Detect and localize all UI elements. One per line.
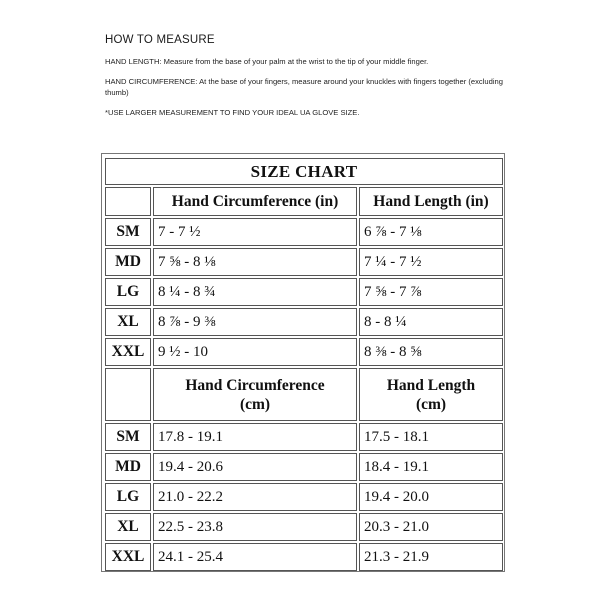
length-value: 6 ⅞ - 7 ⅛ xyxy=(359,218,503,246)
circumference-value: 19.4 - 20.6 xyxy=(153,453,357,481)
circumference-value: 17.8 - 19.1 xyxy=(153,423,357,451)
length-value: 8 ⅜ - 8 ⅝ xyxy=(359,338,503,366)
circumference-value: 9 ½ - 10 xyxy=(153,338,357,366)
header-blank-cell xyxy=(105,368,151,421)
header-circumference-cm-line2: (cm) xyxy=(239,395,271,413)
size-note: *USE LARGER MEASUREMENT TO FIND YOUR IDEAL UA GLOVE SIZE. xyxy=(105,108,360,117)
measure-heading: HOW TO MEASURE xyxy=(105,34,215,46)
table-row xyxy=(105,513,503,541)
length-value: 20.3 - 21.0 xyxy=(359,513,503,541)
size-label: XL xyxy=(105,513,151,541)
header-circumference-cm xyxy=(153,368,357,421)
length-value: 7 ¼ - 7 ½ xyxy=(359,248,503,276)
header-circumference-cm-line1: Hand Circumference xyxy=(185,376,325,394)
size-label: XXL xyxy=(105,338,151,366)
length-value: 7 ⅝ - 7 ⅞ xyxy=(359,278,503,306)
measure-instructions xyxy=(105,34,505,127)
header-length-cm-line2: (cm) xyxy=(415,395,447,413)
circumference-value: 7 ⅝ - 8 ⅛ xyxy=(153,248,357,276)
length-value: 17.5 - 18.1 xyxy=(359,423,503,451)
length-value: 8 - 8 ¼ xyxy=(359,308,503,336)
size-label: XL xyxy=(105,308,151,336)
table-row xyxy=(105,338,503,366)
hand-circumference-instruction: HAND CIRCUMFERENCE: At the base of your fingers, measure around your knuckles with fingers together (excluding thumb) xyxy=(105,77,503,97)
size-label: MD xyxy=(105,453,151,481)
size-chart-inches-table xyxy=(103,156,505,368)
size-label: LG xyxy=(105,483,151,511)
length-value: 21.3 - 21.9 xyxy=(359,543,503,571)
circumference-value: 24.1 - 25.4 xyxy=(153,543,357,571)
hand-length-instruction: HAND LENGTH: Measure from the base of your palm at the wrist to the tip of your middle finger. xyxy=(105,57,429,66)
circumference-value: 8 ¼ - 8 ¾ xyxy=(153,278,357,306)
length-value: 18.4 - 19.1 xyxy=(359,453,503,481)
table-row xyxy=(105,453,503,481)
header-blank-cell xyxy=(105,187,151,216)
size-label: LG xyxy=(105,278,151,306)
size-label: SM xyxy=(105,423,151,451)
size-label: MD xyxy=(105,248,151,276)
header-circumference-in: Hand Circumference (in) xyxy=(153,187,357,216)
circumference-value: 22.5 - 23.8 xyxy=(153,513,357,541)
circumference-value: 8 ⅞ - 9 ⅜ xyxy=(153,308,357,336)
table-row xyxy=(105,308,503,336)
header-length-cm-line1: Hand Length xyxy=(386,376,476,394)
circumference-value: 7 - 7 ½ xyxy=(153,218,357,246)
length-value: 19.4 - 20.0 xyxy=(359,483,503,511)
table-row xyxy=(105,543,503,571)
table-row xyxy=(105,483,503,511)
size-label: XXL xyxy=(105,543,151,571)
header-length-cm xyxy=(359,368,503,421)
table-row xyxy=(105,423,503,451)
table-row xyxy=(105,248,503,276)
table-row xyxy=(105,218,503,246)
header-length-in: Hand Length (in) xyxy=(359,187,503,216)
size-chart-cm-table xyxy=(103,366,505,573)
size-label: SM xyxy=(105,218,151,246)
table-row xyxy=(105,278,503,306)
circumference-value: 21.0 - 22.2 xyxy=(153,483,357,511)
size-chart-title: SIZE CHART xyxy=(105,158,503,185)
